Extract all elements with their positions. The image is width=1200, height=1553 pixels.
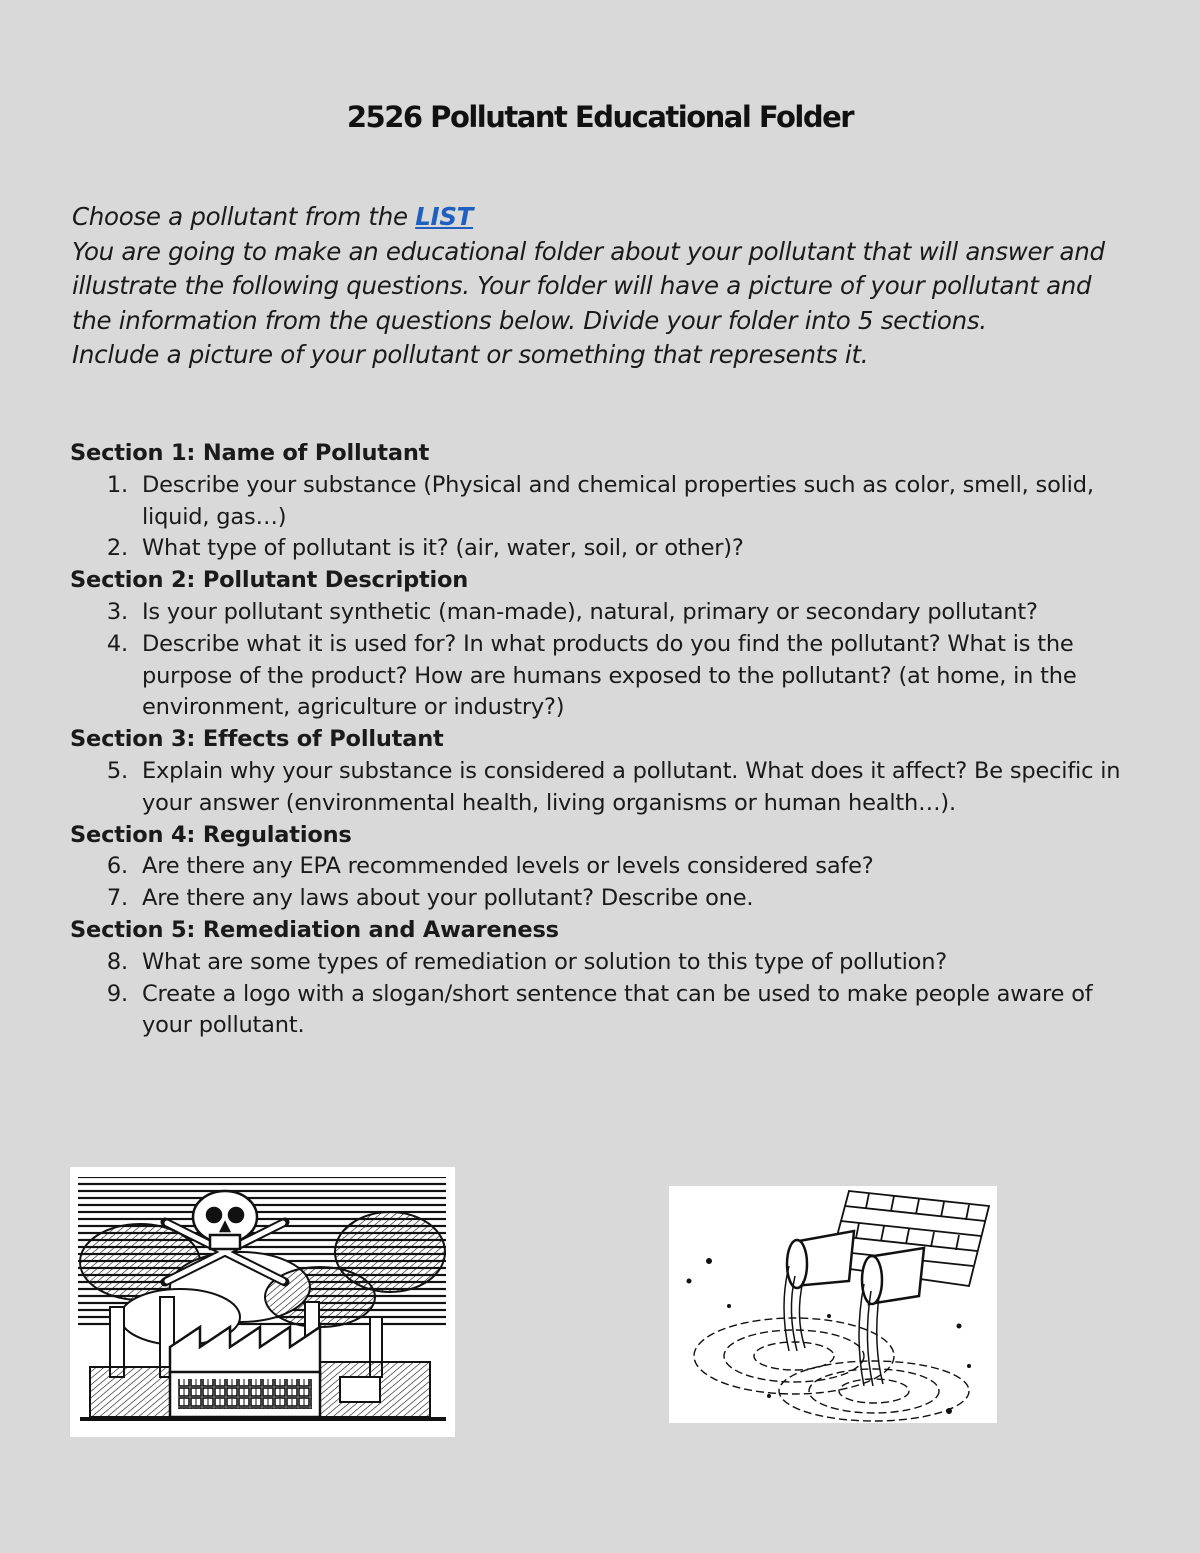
section-3 bbox=[70, 724, 1140, 819]
question-number: 9. bbox=[106, 980, 128, 1007]
factory-pollution-illustration bbox=[70, 1167, 455, 1437]
question-text: Create a logo with a slogan/short sentence that can be used to make people aware of your pollutant. bbox=[142, 980, 1093, 1039]
question-list bbox=[70, 597, 1140, 724]
question-item bbox=[70, 470, 1140, 534]
list-link[interactable]: LIST bbox=[415, 202, 474, 231]
question-number: 1. bbox=[106, 471, 128, 498]
question-list bbox=[70, 756, 1140, 820]
choose-text: Choose a pollutant from the bbox=[72, 202, 416, 231]
question-item bbox=[70, 597, 1140, 629]
page-title: 2526 Pollutant Educational Folder bbox=[346, 100, 854, 134]
question-number: 8. bbox=[106, 948, 128, 975]
question-number: 4. bbox=[106, 630, 128, 657]
question-list bbox=[70, 947, 1140, 1042]
choose-line bbox=[72, 200, 1132, 235]
question-text: Are there any laws about your pollutant? Describe one. bbox=[142, 885, 754, 912]
picture-note: Include a picture of your pollutant or something that represents it. bbox=[72, 340, 869, 369]
section-heading: Section 3: Effects of Pollutant bbox=[70, 726, 444, 753]
question-number: 3. bbox=[106, 598, 128, 625]
question-item bbox=[70, 629, 1140, 724]
pipe-water-drawing bbox=[669, 1186, 997, 1423]
question-text: Is your pollutant synthetic (man-made), natural, primary or secondary pollutant? bbox=[142, 598, 1038, 625]
question-number: 5. bbox=[106, 757, 128, 784]
question-text: What are some types of remediation or solution to this type of pollution? bbox=[142, 948, 947, 975]
section-2 bbox=[70, 565, 1140, 724]
factory-skull-drawing bbox=[70, 1167, 455, 1437]
intro-paragraph: You are going to make an educational folder about your pollutant that will answer and illustrate the following questions. Your folder will have a picture of your pollutant and the information from the questions below. Divide your folder into 5 sections. bbox=[72, 236, 1105, 335]
question-text: Describe your substance (Physical and chemical properties such as color, smell, solid, liquid, gas…) bbox=[142, 471, 1094, 530]
intro-block bbox=[72, 200, 1132, 373]
question-number: 2. bbox=[106, 535, 128, 562]
question-list bbox=[70, 470, 1140, 565]
question-item bbox=[70, 533, 1140, 565]
question-item bbox=[70, 851, 1140, 883]
question-item bbox=[70, 883, 1140, 915]
question-item bbox=[70, 979, 1140, 1043]
sections-list bbox=[70, 438, 1140, 1042]
question-number: 7. bbox=[106, 885, 128, 912]
section-1 bbox=[70, 438, 1140, 565]
section-heading: Section 4: Regulations bbox=[70, 821, 352, 848]
question-list bbox=[70, 851, 1140, 915]
pipe-discharge-illustration bbox=[669, 1186, 997, 1423]
section-5 bbox=[70, 915, 1140, 1042]
question-number: 6. bbox=[106, 853, 128, 880]
question-text: Describe what it is used for? In what products do you find the pollutant? What is the purpose of the product? How are humans exposed to the pollutant? (at home, in the environment, agriculture or industry?) bbox=[142, 630, 1077, 721]
question-text: Explain why your substance is considered a pollutant. What does it affect? Be specific in your answer (environmental health, living organisms or human health…). bbox=[142, 757, 1121, 816]
section-heading: Section 5: Remediation and Awareness bbox=[70, 916, 559, 943]
section-4 bbox=[70, 820, 1140, 915]
question-item bbox=[70, 756, 1140, 820]
question-item bbox=[70, 947, 1140, 979]
section-heading: Section 2: Pollutant Description bbox=[70, 567, 469, 594]
question-text: What type of pollutant is it? (air, water, soil, or other)? bbox=[142, 535, 744, 562]
section-heading: Section 1: Name of Pollutant bbox=[70, 440, 430, 466]
question-text: Are there any EPA recommended levels or levels considered safe? bbox=[142, 853, 874, 880]
